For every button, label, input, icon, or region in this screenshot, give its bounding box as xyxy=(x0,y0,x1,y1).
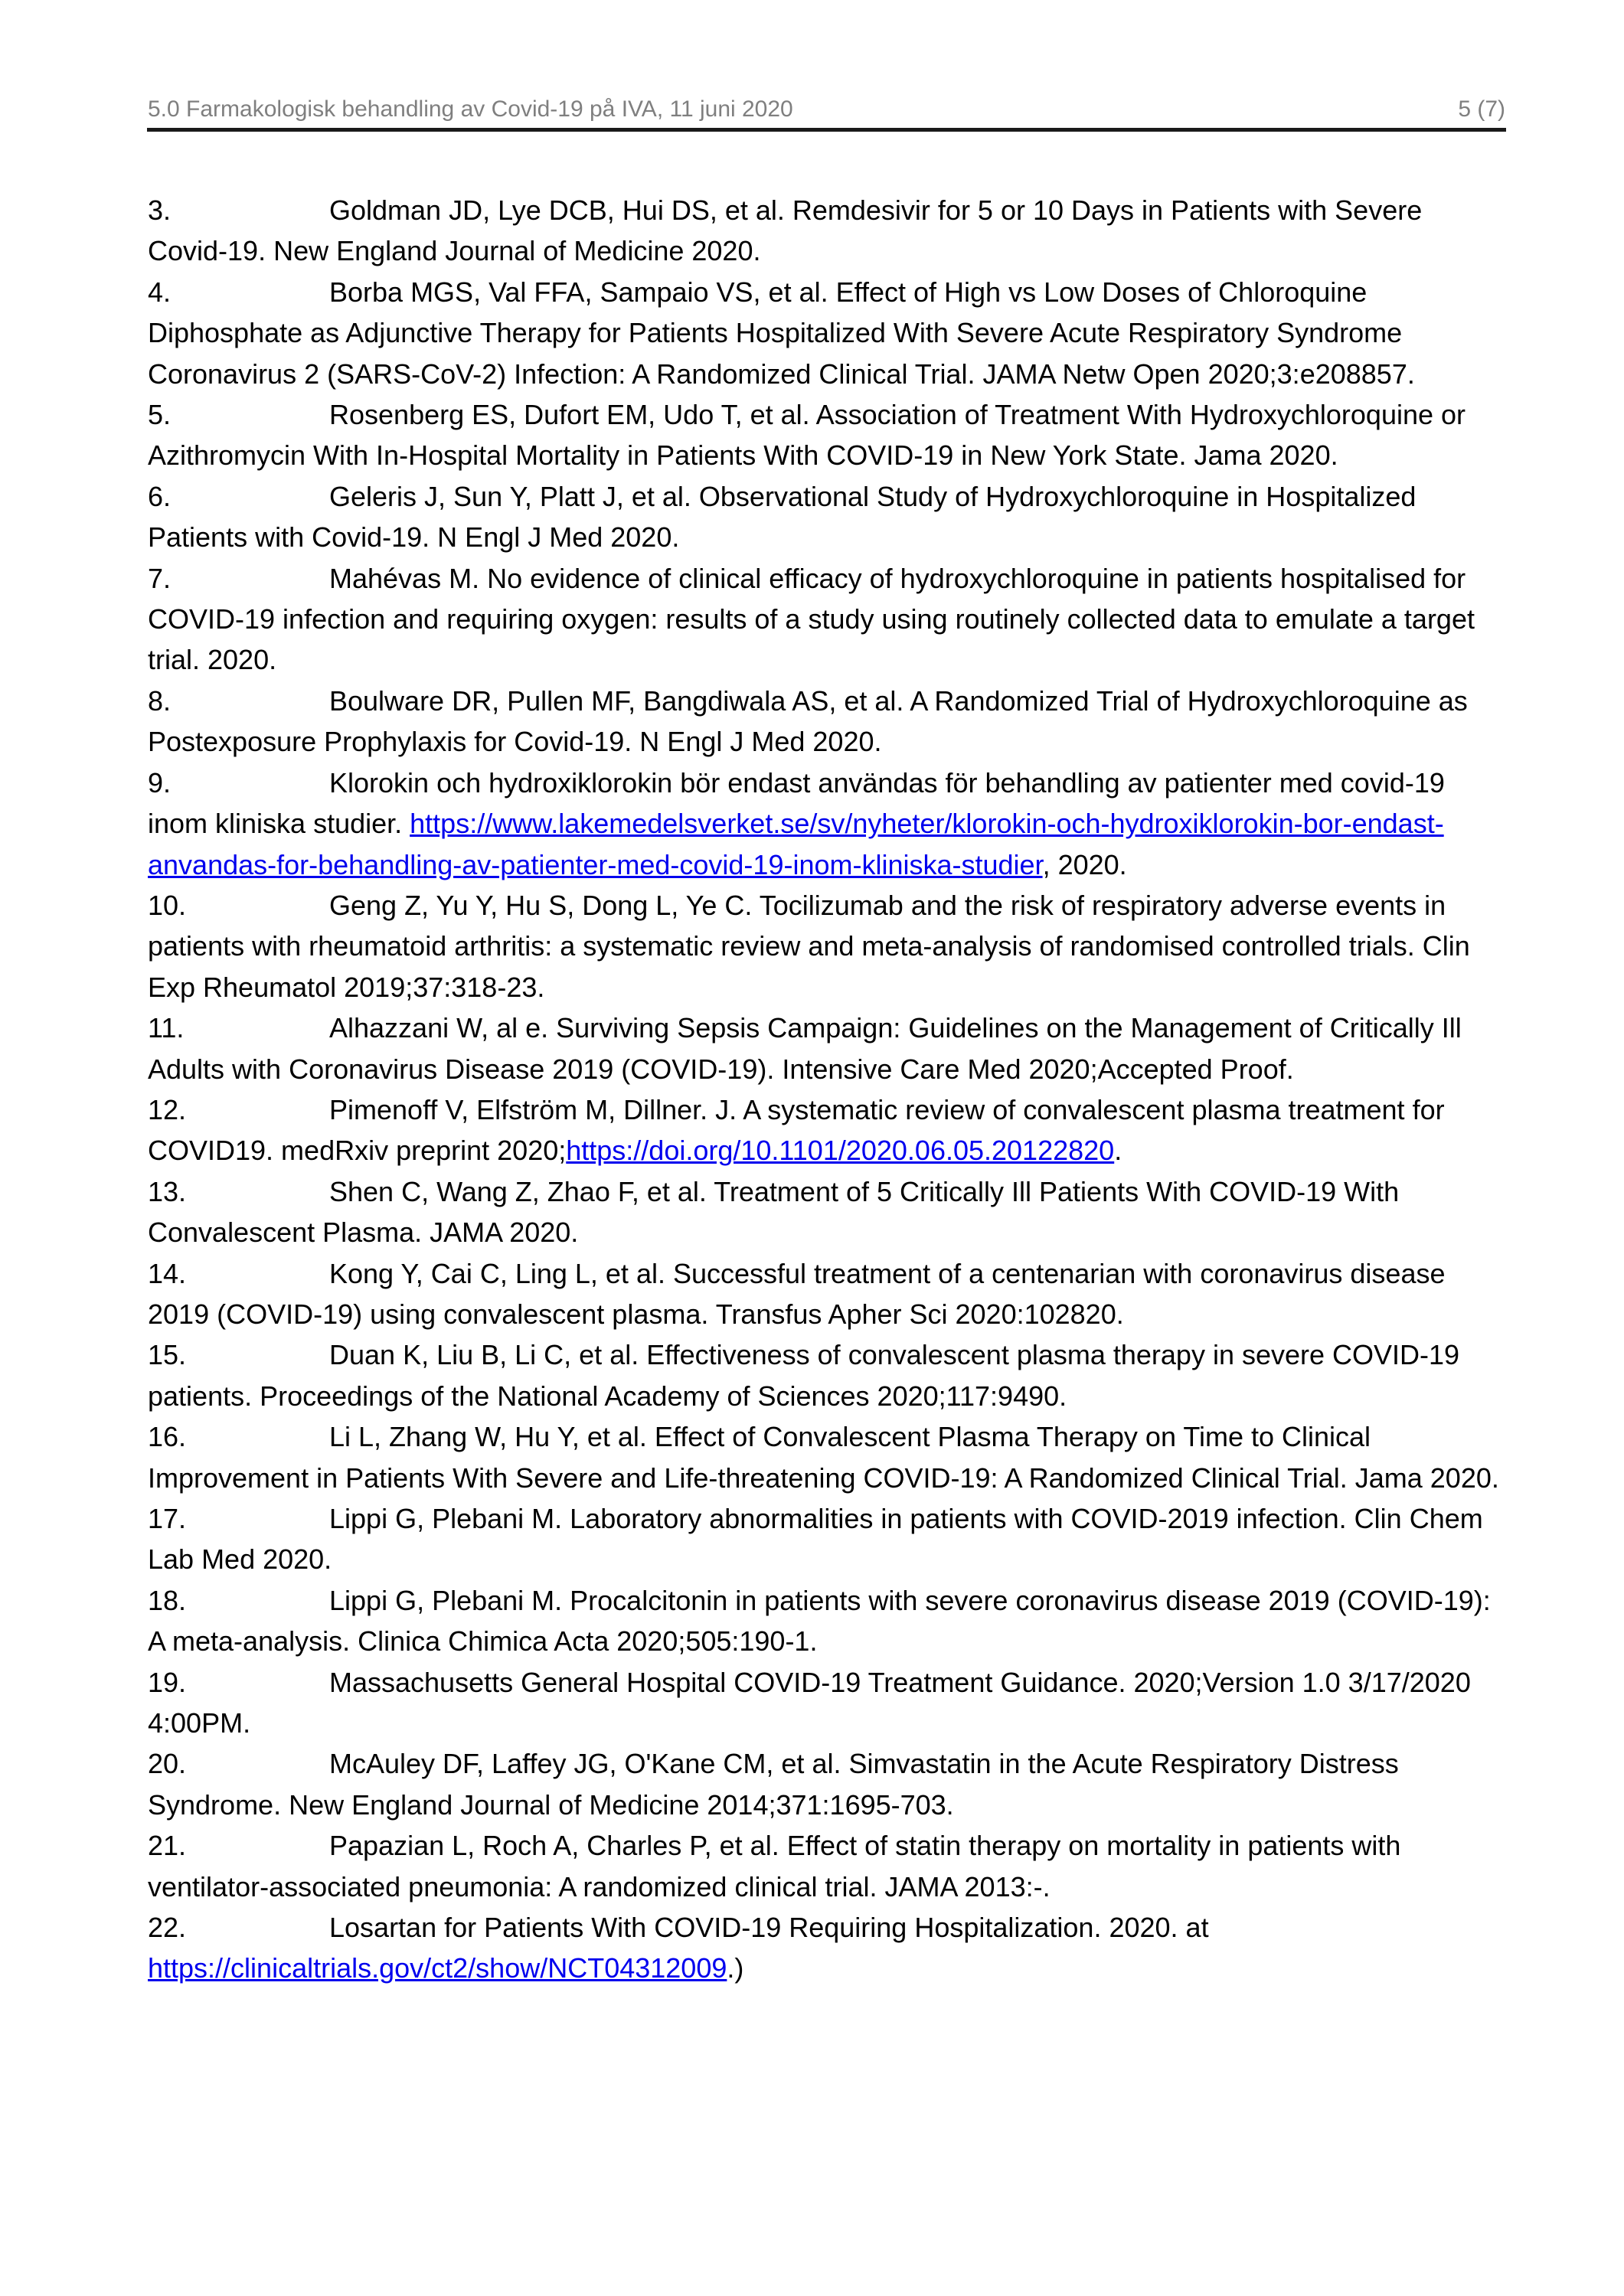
reference-number: 11. xyxy=(148,1012,185,1044)
reference-text: .) xyxy=(727,1952,744,1984)
reference-text: , 2020. xyxy=(1042,848,1127,880)
reference-number: 10. xyxy=(148,889,187,921)
reference-text: Lippi G, Plebani M. Procalcitonin in patients with severe coronavirus disease 2019 (COVID-19): A meta-analysis. Clinica Chimica Acta 2020;505:190-1. xyxy=(148,1584,1491,1657)
reference-number: 22. xyxy=(148,1912,187,1944)
reference-item xyxy=(148,885,1505,1008)
reference-item xyxy=(148,1334,1505,1416)
reference-text: Papazian L, Roch A, Charles P, et al. Effect of statin therapy on mortality in patients with ventilator-associated pneumonia: A randomized clinical trial. JAMA 2013:-. xyxy=(148,1830,1401,1902)
reference-number: 3. xyxy=(148,194,172,226)
reference-text: Li L, Zhang W, Hu Y, et al. Effect of Convalescent Plasma Therapy on Time to Clinical Improvement in Patients With Severe and Life-threatening COVID-19: A Randomized Clinical Trial. Jama 2020. xyxy=(148,1421,1499,1494)
reference-text: Shen C, Wang Z, Zhao F, et al. Treatment of 5 Critically Ill Patients With COVID-19 With Convalescent Plasma. JAMA 2020. xyxy=(148,1175,1400,1249)
reference-item xyxy=(148,476,1505,558)
reference-item xyxy=(148,558,1505,681)
reference-text: Massachusetts General Hospital COVID-19 Treatment Guidance. 2020;Version 1.0 3/17/2020 4:00PM. xyxy=(148,1666,1471,1739)
header-rule xyxy=(147,128,1506,132)
reference-text: McAuley DF, Laffey JG, O'Kane CM, et al. Simvastatin in the Acute Respiratory Distress Syndrome. New England Journal of Medicine 2014;371:1695-703. xyxy=(148,1748,1399,1821)
reference-text: Klorokin och hydroxiklorokin bör endast användas för behandling av patienter med covid-19 inom kliniska studier. xyxy=(148,766,1445,840)
page-number: 5 (7) xyxy=(1458,96,1505,122)
references-list xyxy=(148,190,1505,1989)
reference-text: Borba MGS, Val FFA, Sampaio VS, et al. Effect of High vs Low Doses of Chloroquine Diphosphate as Adjunctive Therapy for Patients Hospitalized With Severe Acute Respiratory Syndrome Coronavirus 2 (SARS-CoV-2) Infection: A Randomized Clinical Trial. JAMA Netw Open 2020;3:e208857. xyxy=(148,276,1415,390)
reference-text: Geng Z, Yu Y, Hu S, Dong L, Ye C. Tocilizumab and the risk of respiratory adverse events in patients with rheumatoid arthritis: a systematic review and meta-analysis of randomised controlled trials. Clin Exp Rheumatol 2019;37:318-23. xyxy=(148,889,1470,1003)
reference-number: 16. xyxy=(148,1421,187,1453)
reference-item xyxy=(148,272,1505,394)
reference-item xyxy=(148,1825,1505,1907)
reference-item xyxy=(148,1171,1505,1253)
reference-item xyxy=(148,1416,1505,1498)
reference-number: 15. xyxy=(148,1339,187,1371)
reference-item xyxy=(148,1498,1505,1580)
reference-number: 4. xyxy=(148,276,172,308)
reference-text: Goldman JD, Lye DCB, Hui DS, et al. Remdesivir for 5 or 10 Days in Patients with Severe Covid-19. New England Journal of Medicine 2020. xyxy=(148,194,1423,267)
reference-item xyxy=(148,1089,1505,1171)
reference-text: Kong Y, Cai C, Ling L, et al. Successful treatment of a centenarian with coronavirus disease 2019 (COVID-19) using convalescent plasma. Transfus Apher Sci 2020:102820. xyxy=(148,1257,1446,1330)
reference-link[interactable]: https://www.lakemedelsverket.se/sv/nyheter/klorokin-och-hydroxiklorokin-bor-endast-anvandas-for-behandling-av-patienter-med-covid-19-inom-kliniska-studier xyxy=(148,808,1444,880)
reference-text: Mahévas M. No evidence of clinical efficacy of hydroxychloroquine in patients hospitalised for COVID-19 infection and requiring oxygen: results of a study using routinely collected data to emulate a target trial. 2020. xyxy=(148,562,1475,676)
reference-item xyxy=(148,1253,1505,1335)
reference-text: Duan K, Liu B, Li C, et al. Effectiveness of convalescent plasma therapy in severe COVID-19 patients. Proceedings of the National Academy of Sciences 2020;117:9490. xyxy=(148,1339,1460,1412)
reference-item xyxy=(148,1662,1505,1744)
reference-number: 14. xyxy=(148,1257,187,1289)
reference-number: 8. xyxy=(148,684,172,717)
reference-number: 9. xyxy=(148,766,172,799)
reference-number: 18. xyxy=(148,1584,187,1616)
reference-number: 19. xyxy=(148,1666,187,1698)
reference-item xyxy=(148,1580,1505,1662)
reference-number: 21. xyxy=(148,1830,187,1862)
reference-number: 20. xyxy=(148,1748,187,1780)
reference-text: Alhazzani W, al e. Surviving Sepsis Campaign: Guidelines on the Management of Critically Ill Adults with Coronavirus Disease 2019 (COVID-19). Intensive Care Med 2020;Accepted Proof. xyxy=(148,1012,1462,1085)
reference-number: 5. xyxy=(148,399,172,431)
reference-text: Geleris J, Sun Y, Platt J, et al. Observational Study of Hydroxychloroquine in Hospitalized Patients with Covid-19. N Engl J Med 2020. xyxy=(148,480,1417,554)
reference-item xyxy=(148,190,1505,272)
reference-number: 12. xyxy=(148,1093,187,1125)
reference-text: . xyxy=(1114,1135,1122,1167)
reference-text: Losartan for Patients With COVID-19 Requiring Hospitalization. 2020. at xyxy=(329,1912,1209,1944)
reference-item xyxy=(148,1008,1505,1089)
reference-number: 6. xyxy=(148,480,172,512)
reference-item xyxy=(148,1743,1505,1825)
reference-text: Boulware DR, Pullen MF, Bangdiwala AS, et al. A Randomized Trial of Hydroxychloroquine as Postexposure Prophylaxis for Covid-19. N Engl J Med 2020. xyxy=(148,684,1468,758)
reference-text: Pimenoff V, Elfström M, Dillner. J. A systematic review of convalescent plasma treatment for COVID19. medRxiv preprint 2020; xyxy=(148,1093,1445,1167)
reference-item xyxy=(148,1907,1505,1989)
reference-text: Rosenberg ES, Dufort EM, Udo T, et al. Association of Treatment With Hydroxychloroquine or Azithromycin With In-Hospital Mortality in Patients With COVID-19 in New York State. Jama 2020. xyxy=(148,399,1466,472)
reference-item xyxy=(148,681,1505,763)
reference-link[interactable]: https://doi.org/10.1101/2020.06.05.20122820 xyxy=(566,1135,1115,1167)
reference-text: Lippi G, Plebani M. Laboratory abnormalities in patients with COVID-2019 infection. Clin Chem Lab Med 2020. xyxy=(148,1503,1483,1576)
header-title: 5.0 Farmakologisk behandling av Covid-19 på IVA, 11 juni 2020 xyxy=(148,96,793,122)
reference-number: 7. xyxy=(148,562,172,594)
reference-link[interactable]: https://clinicaltrials.gov/ct2/show/NCT04312009 xyxy=(148,1952,727,1984)
reference-number: 17. xyxy=(148,1503,187,1534)
page-header xyxy=(148,95,1505,124)
reference-number: 13. xyxy=(148,1175,187,1207)
reference-item xyxy=(148,763,1505,885)
reference-item xyxy=(148,394,1505,476)
